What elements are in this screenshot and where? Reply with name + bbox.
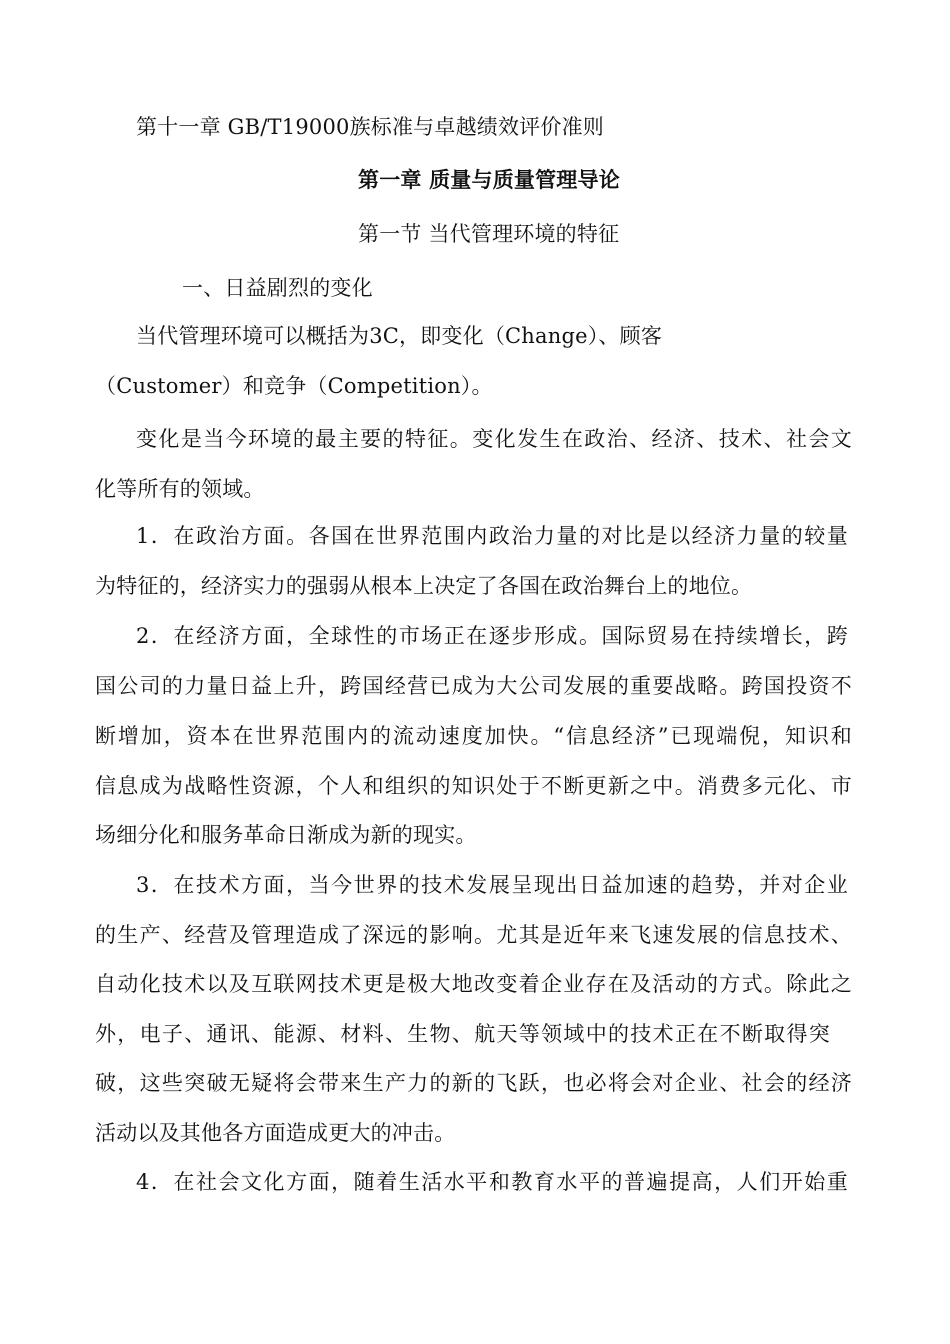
paragraph-line: 为特征的，经济实力的强弱从根本上决定了各国在政治舞台上的地位。 — [95, 574, 753, 598]
paragraph-line: 的生产、经营及管理造成了深远的影响。尤其是近年来飞速发展的信息技术、 — [95, 923, 852, 947]
paragraph-line: 4．在社会文化方面，随着生活水平和教育水平的普遍提高，人们开始重 — [136, 1170, 848, 1194]
paragraph-line: 信息成为战略性资源，个人和组织的知识处于不断更新之中。消费多元化、市 — [95, 774, 852, 798]
chapter-1-title: 第一章 质量与质量管理导论 — [358, 167, 620, 192]
chapter-11-heading: 第十一章 GB/T19000族标准与卓越绩效评价准则 — [136, 115, 604, 139]
paragraph-line: 破，这些突破无疑将会带来生产力的新的飞跃，也必将会对企业、社会的经济 — [95, 1071, 852, 1095]
paragraph-line: 变化是当今环境的最主要的特征。变化发生在政治、经济、技术、社会文 — [136, 427, 852, 451]
paragraph-line: 化等所有的领域。 — [95, 477, 265, 501]
subsection-heading: 一、日益剧烈的变化 — [182, 276, 373, 300]
paragraph-line: 自动化技术以及互联网技术更是极大地改变着企业存在及活动的方式。除此之 — [95, 972, 852, 996]
paragraph-line: 国公司的力量日益上升，跨国经营已成为大公司发展的重要战略。跨国投资不 — [95, 674, 852, 698]
paragraph-line: 2．在经济方面，全球性的市场正在逐步形成。国际贸易在持续增长，跨 — [136, 624, 848, 648]
paragraph-line: 当代管理环境可以概括为3C，即变化（Change）、顾客 — [136, 324, 663, 348]
paragraph-line: （Customer）和竞争（Competition）。 — [95, 374, 493, 398]
paragraph-line: 活动以及其他各方面造成更大的冲击。 — [95, 1121, 456, 1145]
paragraph-line: 3．在技术方面，当今世界的技术发展呈现出日益加速的趋势，并对企业 — [136, 873, 848, 897]
paragraph-line: 1．在政治方面。各国在世界范围内政治力量的对比是以经济力量的较量 — [136, 524, 848, 548]
paragraph-line: 外，电子、通讯、能源、材料、生物、航天等领域中的技术正在不断取得突 — [95, 1022, 830, 1046]
paragraph-line: 断增加，资本在世界范围内的流动速度加快。“信息经济”已现端倪，知识和 — [95, 724, 852, 748]
section-1-title: 第一节 当代管理环境的特征 — [358, 222, 620, 246]
paragraph-line: 场细分化和服务革命日渐成为新的现实。 — [95, 823, 477, 847]
